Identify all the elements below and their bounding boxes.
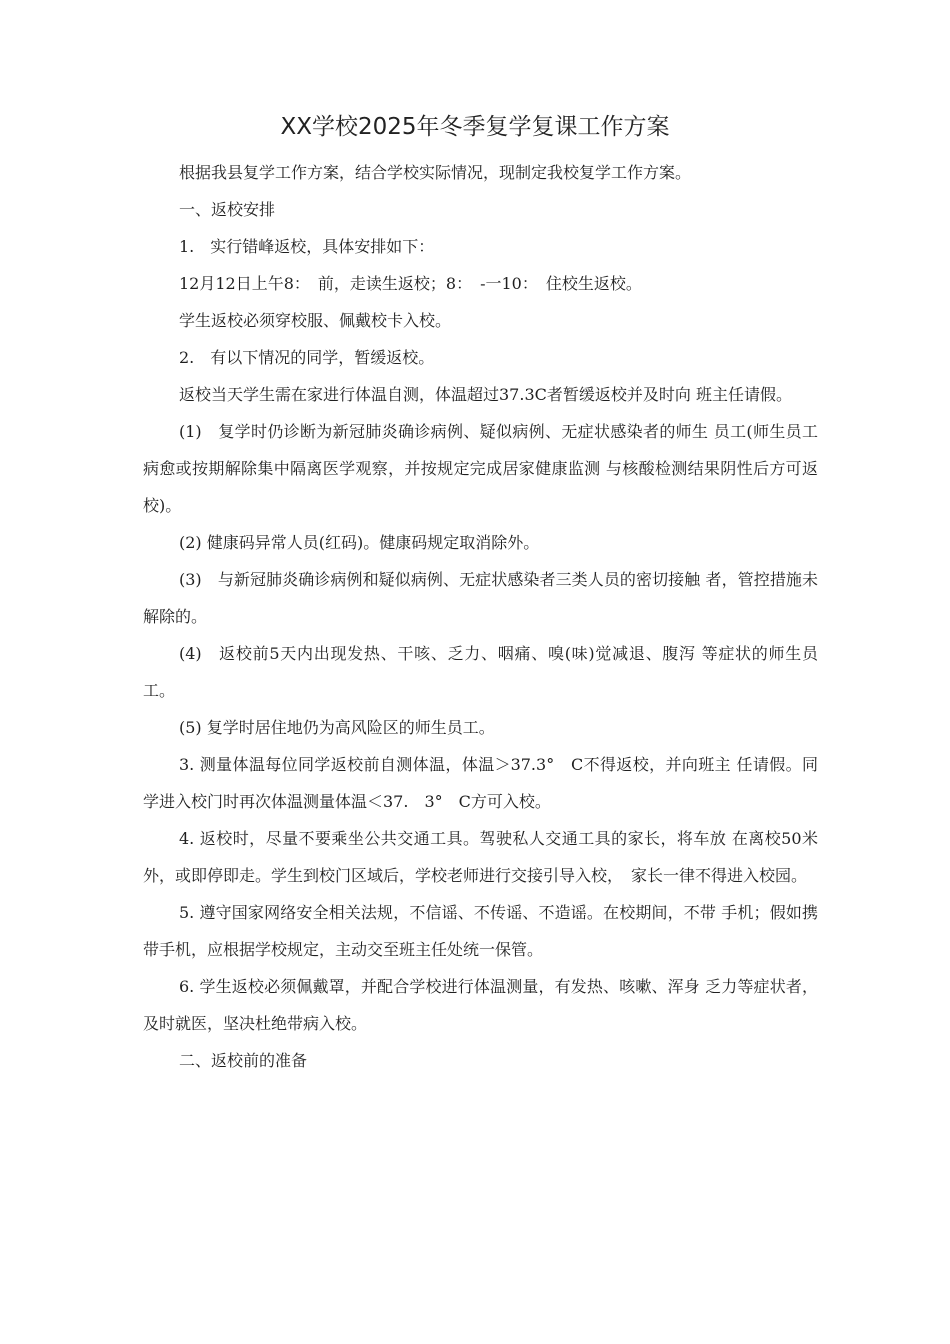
sub-item-2: (2) 健康码异常人员(红码)。健康码规定取消除外。 — [179, 533, 540, 552]
paragraph-uniform: 学生返校必须穿校服、佩戴校卡入校。 — [179, 311, 452, 330]
list-item-4: 4. 返校时，尽量不要乘坐公共交通工具。驾驶私人交通工具的家长，将车放 在离校50米外，或即停即走。学生到校门区域后，学校老师进行交接引导入校， 家长一律不得进入校园。 — [143, 829, 818, 885]
paragraph-intro: 根据我县复学工作方案，结合学校实际情况，现制定我校复学工作方案。 — [179, 163, 692, 182]
document-title: XX学校2025年冬季复学复课工作方案 — [280, 114, 670, 140]
paragraph-schedule: 12月12日上午8： 前，走读生返校；8： -一10： 住校生返校。 — [179, 274, 642, 293]
list-item-2: 2. 有以下情况的同学，暂缓返校。 — [179, 348, 435, 367]
sub-item-4: (4) 返校前5天内出现发热、干咳、乏力、咽痛、嗅(味)觉减退、腹泻 等症状的师生员工。 — [143, 644, 818, 700]
sub-item-3: (3) 与新冠肺炎确诊病例和疑似病例、无症状感染者三类人员的密切接触 者，管控措施未解除的。 — [143, 570, 818, 626]
sub-item-5: (5) 复学时居住地仍为高风险区的师生员工。 — [179, 718, 495, 737]
sub-item-1: (1) 复学时仍诊断为新冠肺炎确诊病例、疑似病例、无症状感染者的师生 员工(师生员工病愈或按期解除集中隔离医学观察，并按规定完成居家健康监测 与核酸检测结果阴性后方可返校)。 — [143, 422, 818, 515]
list-item-1: 1. 实行错峰返校，具体安排如下： — [179, 237, 435, 256]
list-item-3: 3. 测量体温每位同学返校前自测体温，体温＞37.3° C不得返校，并向班主 任请假。同学进入校门时再次体温测量体温＜37. 3° C方可入校。 — [143, 755, 818, 811]
document-body — [143, 154, 818, 1079]
section-heading-2: 二、返校前的准备 — [179, 1051, 308, 1070]
list-item-5: 5. 遵守国家网络安全相关法规，不信谣、不传谣、不造谣。在校期间，不带 手机；假如携带手机，应根据学校规定，主动交至班主任处统一保管。 — [143, 903, 818, 959]
paragraph-temperature: 返校当天学生需在家进行体温自测，体温超过37.3C者暂缓返校并及时向 班主任请假。 — [179, 385, 792, 404]
list-item-6: 6. 学生返校必须佩戴罩，并配合学校进行体温测量，有发热、咳嗽、浑身 乏力等症状者，及时就医，坚决杜绝带病入校。 — [143, 977, 818, 1033]
section-heading-1: 一、返校安排 — [179, 200, 276, 219]
